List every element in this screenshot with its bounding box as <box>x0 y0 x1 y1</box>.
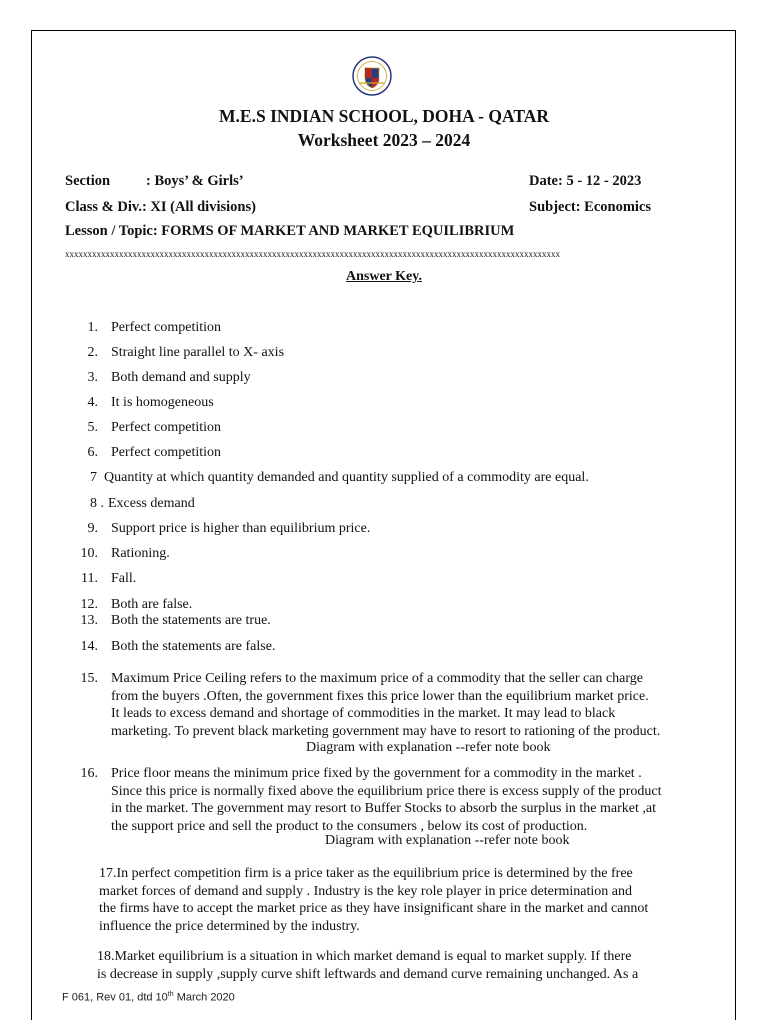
answer-number: 9. <box>87 521 98 536</box>
answer-16-note: Diagram with explanation --refer note book <box>325 833 570 848</box>
answer-text: Rationing. <box>111 546 170 561</box>
answer-15-paragraph: Maximum Price Ceiling refers to the maximum price of a commodity that the seller can charge from the buyers .Often, the government fixes this price lower than the equilibrium market price. It leads to excess demand and shortage of commodities in the market. It may lead to black marketing. To prevent black marketing government may have to resort to rationing of the product. <box>111 671 661 739</box>
answer-number: 6. <box>87 445 98 460</box>
answer-number: 14. <box>80 639 98 654</box>
answer-text: Perfect competition <box>111 320 222 335</box>
separator-line: xxxxxxxxxxxxxxxxxxxxxxxxxxxxxxxxxxxxxxxxxxxxxxxxxxxxxxxxxxxxxxxxxxxxxxxxxxxxxxxxxxxxxxxxxxxxxxxxxxxxxxxxxxxxxx <box>65 249 560 259</box>
school-crest-logo <box>352 56 392 96</box>
answer-text: Perfect competition <box>111 420 222 435</box>
answer-number: 5. <box>87 420 98 435</box>
answer-text: Perfect competition <box>111 445 222 460</box>
document-footer: F 061, Rev 01, dtd 10th March 2020 <box>62 991 235 1004</box>
answer-number: 10. <box>80 546 98 561</box>
answer-number: 4. <box>87 395 98 410</box>
answer-number: 13. <box>80 613 98 628</box>
answer-text: Quantity at which quantity demanded and quantity supplied of a commodity are equal. <box>104 470 589 485</box>
answer-number: 1. <box>87 320 98 335</box>
class-division: Class & Div.: XI (All divisions) <box>65 199 256 215</box>
answer-text: It is homogeneous <box>111 395 214 410</box>
answer-text: Both the statements are false. <box>111 639 276 654</box>
answer-number: 15. <box>80 671 98 686</box>
subject: Subject: Economics <box>529 199 652 215</box>
answer-text: Excess demand <box>108 496 195 511</box>
answer-15-note: Diagram with explanation --refer note book <box>306 740 551 755</box>
answer-number: 2. <box>87 345 98 360</box>
answer-number: 16. <box>80 766 98 781</box>
answer-text: Both are false. <box>111 597 193 612</box>
answer-number: 7 <box>90 470 97 485</box>
answer-text: Both demand and supply <box>111 370 251 385</box>
section-label: Section <box>65 173 111 189</box>
answer-key-heading: Answer Key. <box>346 269 422 284</box>
answer-18-paragraph: 18.Market equilibrium is a situation in which market demand is equal to market supply. If there is decrease in supply ,supply curve shift leftwards and demand curve remaining unchanged. As a <box>97 949 639 982</box>
school-name: M.E.S INDIAN SCHOOL, DOHA - QATAR <box>219 106 549 126</box>
answer-16-paragraph: Price floor means the minimum price fixed by the government for a commodity in the market . Since this price is normally fixed above the equilibrium price there is excess supply of the product in the market. The government may resort to Buffer Stocks to absorb the surplus in the market ,at the support price and sell the product to the consumers , below its cost of production. <box>111 766 662 834</box>
answer-text: Straight line parallel to X- axis <box>111 345 285 360</box>
answer-text: Support price is higher than equilibrium price. <box>111 521 371 536</box>
answer-17-paragraph: 17.In perfect competition firm is a price taker as the equilibrium price is determined by the free market forces of demand and supply . Industry is the key role player in price determination and the firms have to accept the market price as they have insignificant share in the market and cannot influence the price determined by the industry. <box>99 866 649 934</box>
worksheet-title: Worksheet 2023 – 2024 <box>297 130 471 150</box>
answer-number: 11. <box>81 571 98 586</box>
answer-number: 8 . <box>90 496 104 511</box>
lesson-topic: Lesson / Topic: FORMS OF MARKET AND MARKET EQUILIBRIUM <box>65 223 515 239</box>
section-value: : Boys’ & Girls’ <box>146 173 244 189</box>
answer-text: Both the statements are true. <box>111 613 271 628</box>
answer-text: Fall. <box>111 571 137 586</box>
date: Date: 5 - 12 - 2023 <box>529 173 642 189</box>
answer-number: 12. <box>80 597 98 612</box>
answer-number: 3. <box>87 370 98 385</box>
